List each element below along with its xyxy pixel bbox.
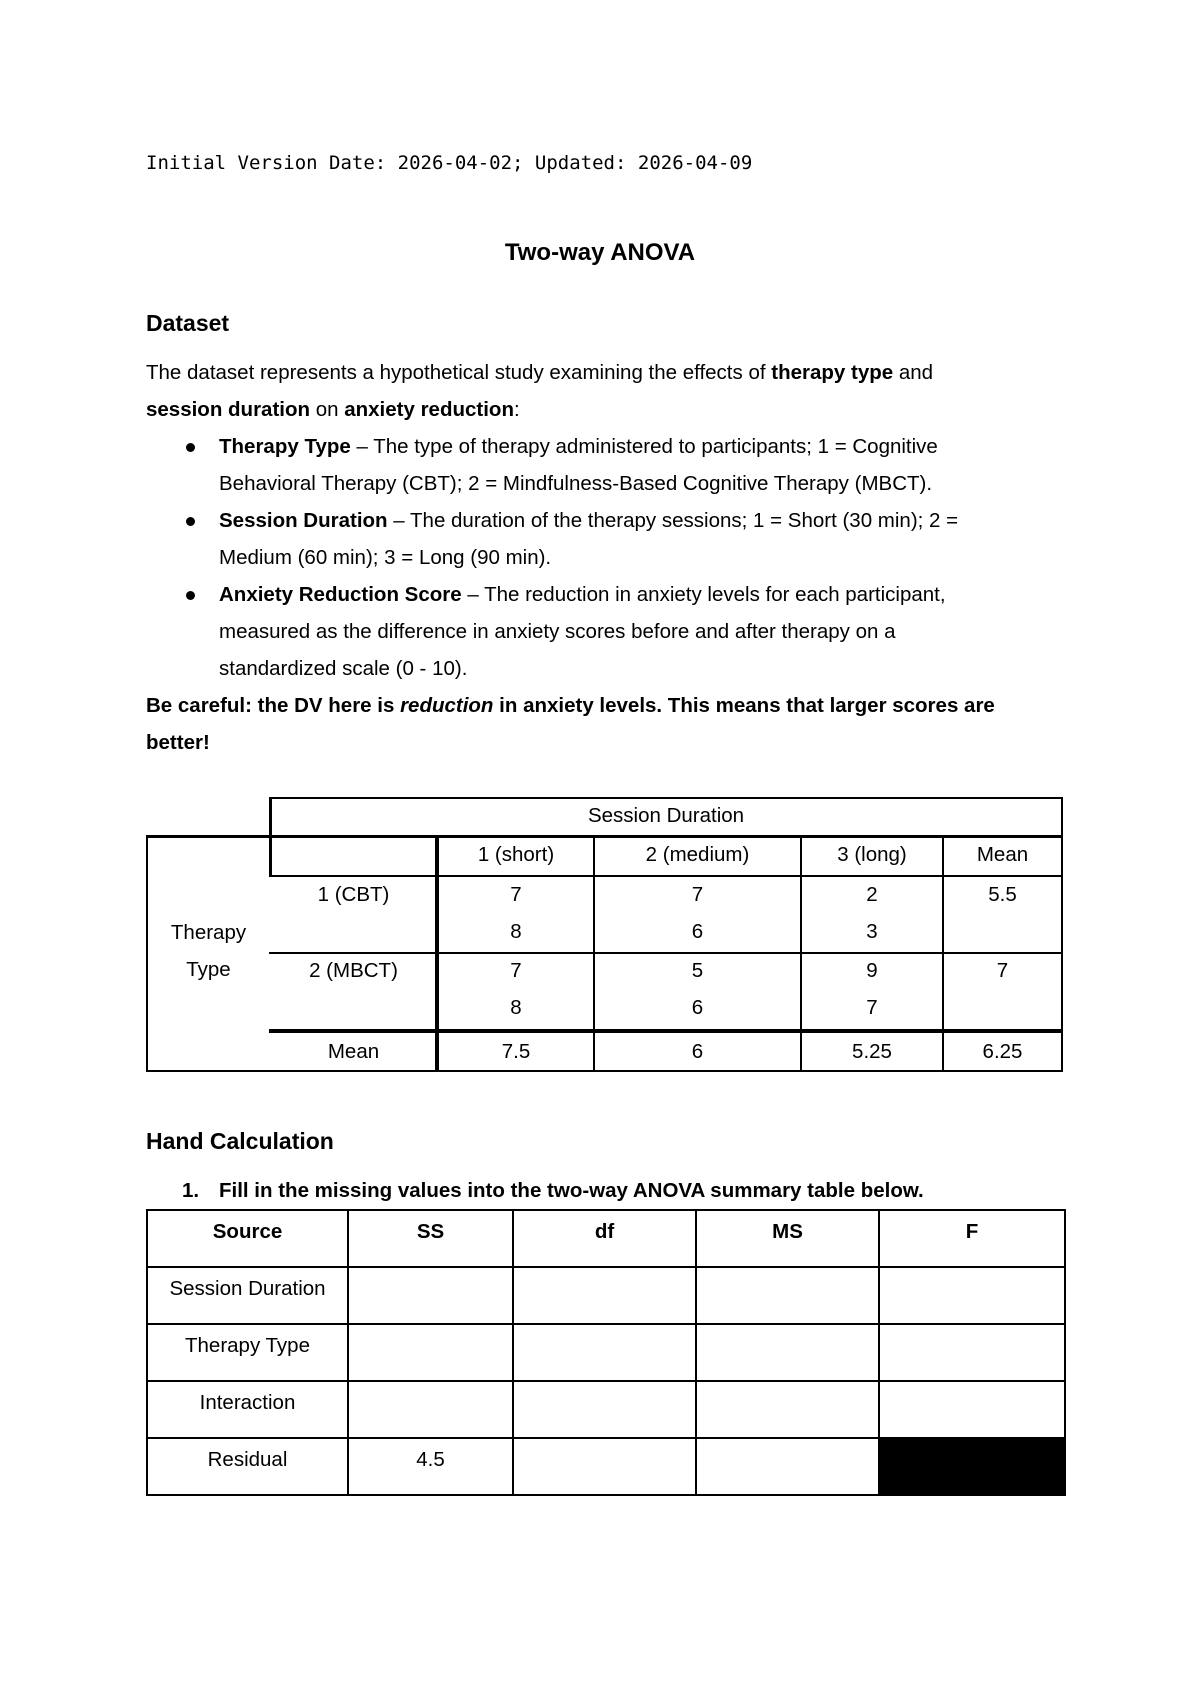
column-header: 3 (long) [837, 843, 907, 866]
question-number: 1. [182, 1179, 200, 1202]
list-item: Therapy Type – The type of therapy administered to participants; 1 = Cognitive Behavioral Therapy (CBT); 2 = Mindfulness-Based Cognitive Therapy (MBCT). [146, 428, 1086, 502]
data-cell: 8 [510, 920, 522, 943]
mean-cell: 7 [996, 959, 1009, 982]
source-cell: Residual [147, 1438, 348, 1495]
df-cell[interactable] [513, 1267, 696, 1324]
column-header: F [879, 1210, 1065, 1267]
row-label-cbt: 1 (CBT) [317, 883, 390, 906]
data-cell: 9 [866, 959, 878, 982]
table-row [147, 1267, 1065, 1324]
table-row [147, 1381, 1065, 1438]
data-cell: 7 [510, 959, 522, 982]
ss-cell[interactable] [348, 1267, 513, 1324]
data-cell: 7 [691, 883, 704, 906]
intro-line-1: The dataset represents a hypothetical study examining the effects of therapy type and [146, 361, 934, 384]
mean-row-label: Mean [327, 1040, 380, 1063]
ss-cell: 4.5 [348, 1438, 513, 1495]
dataset-description: The dataset represents a hypothetical study examining the effects of therapy type and session duration on anxiety reduction: Therapy Type – The type of therapy administered to participants; 1 = Cognitive Behavioral Therapy (CBT); 2 = Mindfulness-Based Cognitive Therapy (MBCT). Session Duration – The duration of the therapy sessions; 1 = Short (30 min); 2 = Medium (60 min); 3 = Long (90 min). Anxiety Reduction Score – The reduction in anxiety levels for each participant, measured as the difference in anxiety scores before and after therapy on a standardized scale (0 - 10). Be careful: the DV here is reduction in anxiety levels. This means that larger scores are better! [146, 354, 1086, 761]
version-date-line: Initial Version Date: 2026-04-02; Updated: 2026-04-09 [146, 152, 753, 174]
list-item: Session Duration – The duration of the therapy sessions; 1 = Short (30 min); 2 = Medium (60 min); 3 = Long (90 min). [146, 502, 1086, 576]
ms-cell[interactable] [696, 1324, 879, 1381]
column-header: 1 (short) [477, 843, 555, 866]
mean-cell: 6 [691, 1040, 704, 1063]
grand-mean-cell: 6.25 [982, 1040, 1023, 1063]
ms-cell[interactable] [696, 1381, 879, 1438]
data-cell: 6 [691, 920, 704, 943]
table-row [147, 1324, 1065, 1381]
list-item: Anxiety Reduction Score – The reduction in anxiety levels for each participant, measured as the difference in anxiety scores before and after therapy on a standardized scale (0 - 10). [146, 576, 1086, 687]
f-cell[interactable] [879, 1267, 1065, 1324]
intro-line-2: session duration on anxiety reduction: [146, 398, 520, 421]
data-table [146, 797, 1063, 1072]
column-header: Source [147, 1210, 348, 1267]
df-cell[interactable] [513, 1324, 696, 1381]
column-header: 2 (medium) [645, 843, 750, 866]
session-duration-header: Session Duration [587, 804, 745, 827]
source-cell: Therapy Type [147, 1324, 348, 1381]
ms-cell[interactable] [696, 1267, 879, 1324]
variable-list [146, 428, 1086, 687]
warning-note: Be careful: the DV here is reduction in anxiety levels. This means that larger scores are [146, 694, 995, 717]
column-header: df [513, 1210, 696, 1267]
data-cell: 2 [866, 883, 878, 906]
ss-cell[interactable] [348, 1324, 513, 1381]
ms-cell[interactable] [696, 1438, 879, 1495]
table-header-row [147, 1210, 1065, 1267]
hand-calculation-heading: Hand Calculation [146, 1128, 334, 1154]
ss-cell[interactable] [348, 1381, 513, 1438]
document-title: Two-way ANOVA [504, 239, 696, 266]
mean-cell: 7.5 [501, 1040, 531, 1063]
therapy-type-header: Therapy [170, 921, 247, 944]
source-cell: Interaction [147, 1381, 348, 1438]
df-cell[interactable] [513, 1381, 696, 1438]
data-cell: 7 [510, 883, 522, 906]
mean-cell: 5.25 [852, 1040, 892, 1063]
column-header: Mean [976, 843, 1029, 866]
therapy-type-header: Type [186, 958, 231, 981]
anova-summary-table [146, 1209, 1066, 1496]
column-header: MS [696, 1210, 879, 1267]
data-cell: 8 [510, 996, 522, 1019]
blacked-out-cell [879, 1438, 1065, 1495]
df-cell[interactable] [513, 1438, 696, 1495]
data-cell: 3 [866, 920, 878, 943]
data-cell: 5 [691, 959, 704, 982]
row-label-mbct: 2 (MBCT) [309, 959, 398, 982]
f-cell[interactable] [879, 1381, 1065, 1438]
mean-cell: 5.5 [988, 883, 1017, 906]
source-cell: Session Duration [147, 1267, 348, 1324]
data-cell: 7 [866, 996, 878, 1019]
question-text: Fill in the missing values into the two-way ANOVA summary table below. [219, 1179, 924, 1202]
table-row [147, 1438, 1065, 1495]
column-header: SS [348, 1210, 513, 1267]
dataset-heading: Dataset [146, 310, 230, 336]
data-cell: 6 [691, 996, 704, 1019]
f-cell[interactable] [879, 1324, 1065, 1381]
